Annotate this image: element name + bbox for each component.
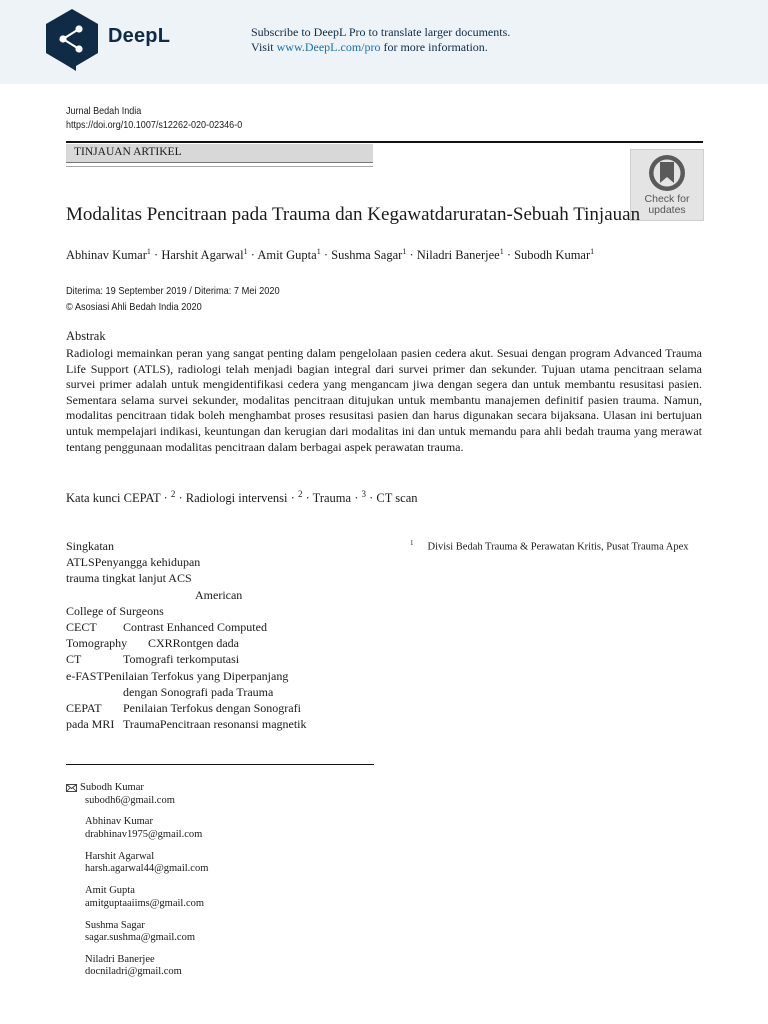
footnote-text: Divisi Bedah Trauma & Perawatan Kritis, Pusat Trauma Apex (427, 541, 689, 553)
footnote-rule (66, 764, 374, 765)
banner-suffix-text: for more information. (380, 40, 488, 54)
copyright-notice: © Asosiasi Ahli Bedah India 2020 (66, 301, 202, 313)
affiliation-footnote (410, 539, 689, 553)
contact-entry (66, 885, 208, 910)
abbreviation-row (66, 570, 288, 586)
received-accepted-dates: Diterima: 19 September 2019 / Diterima: 7 Mei 2020 (66, 285, 280, 297)
contact-name: Harshit Agarwal (85, 850, 155, 862)
abbr-col-1: trauma tingkat lanjut ACS (66, 571, 192, 586)
author-separator: · (150, 248, 162, 263)
abbreviation-row (66, 635, 288, 651)
keyword: Trauma (312, 491, 352, 506)
deepl-logo-icon[interactable] (46, 9, 98, 71)
abbreviation-row (66, 619, 288, 635)
mail-icon (66, 784, 77, 792)
abbreviation-row (66, 554, 288, 570)
abbr-col-1: e-FASTPenilaian Terfokus yang Diperpanjang (66, 668, 289, 683)
keyword-ref: 2 (170, 489, 176, 499)
abbreviation-row (66, 668, 288, 684)
author-name[interactable]: Amit Gupta (257, 248, 317, 263)
abbreviation-row (66, 716, 307, 732)
article-type-divider (66, 166, 373, 167)
keyword-separator: · (302, 491, 313, 506)
abbr-col-2: dengan Sonografi pada Trauma (123, 684, 274, 699)
abbreviations-list (66, 538, 307, 732)
abbreviation-row (66, 538, 288, 554)
badge-text (631, 194, 703, 216)
author-separator: · (320, 248, 332, 263)
deepl-logo-text[interactable]: DeepL (108, 25, 171, 47)
banner-line-2 (251, 40, 510, 55)
keyword: Radiologi intervensi (185, 491, 288, 506)
abbreviation-row (66, 684, 288, 700)
abbr-col-1: ATLSPenyangga kehidupan (66, 555, 201, 570)
header-rule (66, 141, 703, 143)
author-separator: · (406, 248, 417, 263)
keyword-separator: · (160, 491, 171, 506)
banner-line-1: Subscribe to DeepL Pro to translate larger documents. (251, 25, 511, 39)
contact-name: Abhinav Kumar (85, 816, 153, 828)
author-separator: · (503, 248, 515, 263)
abbr-col-1: Singkatan (66, 539, 114, 553)
abbr-col-2: TraumaPencitraan resonansi magnetik (123, 717, 307, 732)
author-contacts (66, 782, 208, 988)
contact-entry (66, 954, 208, 979)
author-separator: · (247, 248, 258, 263)
abbr-col-1: CT (66, 652, 82, 667)
deepl-pro-link[interactable]: www.DeepL.com/pro (276, 40, 381, 54)
journal-info (66, 104, 242, 132)
author-name[interactable]: Abhinav Kumar (66, 248, 147, 263)
abbr-col-1: CEPAT (66, 700, 102, 715)
contact-name: Amit Gupta (85, 885, 135, 897)
affiliation-mark: 1 (146, 247, 151, 256)
author-name[interactable]: Harshit Agarwal (161, 248, 244, 263)
doi-link[interactable]: https://doi.org/10.1007/s12262-020-02346-0 (66, 119, 243, 131)
contact-name: Sushma Sagar (85, 919, 145, 931)
bookmark-icon (648, 154, 686, 192)
badge-line-2: updates (648, 204, 686, 216)
banner-visit-text: Visit (251, 40, 277, 54)
author-name[interactable]: Sushma Sagar (331, 248, 403, 263)
footnote-number: 1 (410, 539, 414, 547)
abbr-col-1: College of Surgeons (66, 603, 164, 618)
keywords-prefix: Kata kunci CEPAT (66, 491, 161, 506)
keyword-ref: 3 (361, 489, 366, 499)
affiliation-mark: 1 (243, 247, 248, 256)
abbr-col-2: Penilaian Terfokus dengan Sonografi (123, 700, 301, 715)
deepl-banner (0, 0, 768, 84)
contact-name: Subodh Kumar (80, 782, 144, 793)
abbreviation-row (66, 700, 301, 716)
banner-message (251, 25, 510, 55)
affiliation-mark: 1 (316, 247, 321, 256)
abbr-col-2: CXRRontgen dada (148, 636, 239, 651)
author-name[interactable]: Niladri Banerjee (416, 248, 500, 263)
keyword-separator: · (366, 491, 377, 506)
keywords (66, 489, 418, 506)
contact-entry (66, 782, 208, 807)
keyword: CT scan (376, 491, 418, 506)
contact-email[interactable]: harsh.agarwal44@gmail.com (85, 863, 209, 875)
abbr-col-2: Contrast Enhanced Computed (123, 619, 267, 634)
keyword-separator: · (287, 491, 298, 506)
affiliation-mark: 1 (402, 247, 407, 256)
abstract-text: Radiologi memainkan peran yang sangat penting dalam pengelolaan pasien cedera akut. Sesuai dengan program Advanced Trauma Life Support (ATLS), radiologi telah menjadi bagian integral dari survei primer dan sekunder. Tujuan utama pencitraan selama survei primer adalah untuk mengidentifikasi cedera yang mengancam jiwa dengan segera dan untuk membantu resusitasi pasien. Sementara selama survei sekunder, modalitas pencitraan ditujukan untuk membantu manajemen definitif pasien trauma. Namun, modalitas pencitraan tidak boleh menghambat proses resusitasi pasien dan harus digunakan secara bijaksana. Ulasan ini bertujuan untuk mempelajari indikasi, keuntungan dan kerugian dari modalitas ini dan untuk memandu para ahli bedah trauma yang merawat tentang penggunaan modalitas pencitraan dalam berbagai aspek perawatan trauma. (66, 346, 702, 454)
contact-entry (66, 816, 208, 841)
contact-email[interactable]: drabhinav1975@gmail.com (85, 828, 203, 840)
keyword-separator: · (175, 491, 186, 506)
article-type-label: TINJAUAN ARTIKEL (74, 146, 182, 158)
abbr-col-2: Tomografi terkomputasi (123, 652, 240, 667)
abstract-heading: Abstrak (66, 329, 106, 343)
contact-name: Niladri Banerjee (85, 953, 155, 965)
author-list (66, 247, 594, 263)
contact-email[interactable]: sagar.sushma@gmail.com (85, 932, 195, 944)
contact-email[interactable]: docniladri@gmail.com (85, 966, 182, 978)
contact-email[interactable]: subodh6@gmail.com (85, 794, 175, 806)
abbreviation-row (66, 603, 288, 619)
abbr-col-1: Tomography (66, 636, 128, 651)
keyword-ref: 2 (297, 489, 303, 499)
paper-title: Modalitas Pencitraan pada Trauma dan Kegawatdaruratan-Sebuah Tinjauan (66, 204, 641, 225)
check-for-updates-badge[interactable] (630, 149, 704, 221)
abbr-col-1: pada MRI (66, 717, 115, 732)
contact-email[interactable]: amitguptaaiims@gmail.com (85, 897, 205, 909)
author-name[interactable]: Subodh Kumar (514, 248, 591, 263)
badge-line-1: Check for (644, 193, 690, 205)
article-type-box (66, 144, 373, 163)
abbr-col-2: American (195, 587, 243, 602)
abbreviation-row (66, 651, 288, 667)
journal-name: Jurnal Bedah India (66, 105, 142, 117)
publication-dates (66, 283, 280, 315)
abbr-col-1: CECT (66, 619, 97, 634)
contact-entry (66, 920, 208, 945)
keyword-separator: · (351, 491, 362, 506)
contact-entry (66, 851, 208, 876)
affiliation-mark: 1 (499, 247, 504, 256)
abbreviation-row (66, 587, 288, 603)
affiliation-mark: 1 (590, 247, 595, 256)
